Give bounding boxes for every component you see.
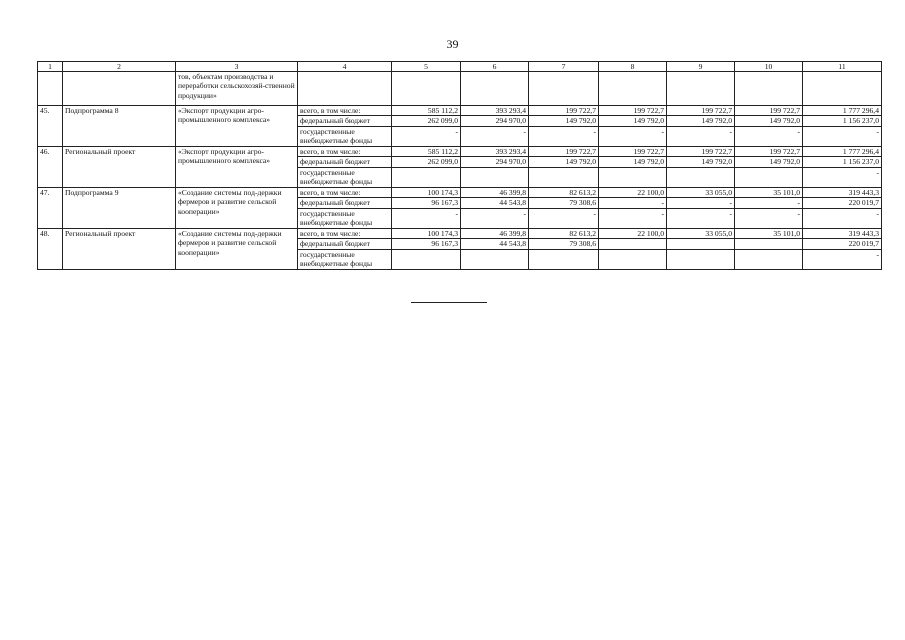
- amount-cell: 199 722,7: [667, 106, 735, 116]
- amount-cell: [392, 167, 461, 187]
- footer-line: [411, 302, 487, 303]
- amount-cell: 585 112,2: [392, 106, 461, 116]
- column-number: 2: [63, 62, 176, 72]
- amount-cell: 1 777 296,4: [803, 106, 882, 116]
- amount-cell: 96 167,3: [392, 198, 461, 208]
- funding-source: федеральный бюджет: [298, 198, 392, 208]
- cell: [461, 72, 529, 106]
- amount-cell: 22 100,0: [599, 187, 667, 197]
- amount-cell: -: [599, 208, 667, 228]
- amount-cell: -: [803, 208, 882, 228]
- amount-cell: 262 099,0: [392, 116, 461, 126]
- amount-cell: -: [735, 126, 803, 146]
- column-number: 3: [176, 62, 298, 72]
- amount-cell: -: [461, 126, 529, 146]
- amount-cell: 44 543,8: [461, 239, 529, 249]
- amount-cell: 220 019,7: [803, 239, 882, 249]
- amount-cell: 220 019,7: [803, 198, 882, 208]
- amount-cell: [735, 239, 803, 249]
- funding-source: федеральный бюджет: [298, 239, 392, 249]
- amount-cell: 149 792,0: [599, 116, 667, 126]
- amount-cell: [667, 239, 735, 249]
- row-number: 48.: [38, 228, 63, 269]
- program-type: Подпрограмма 8: [63, 106, 176, 147]
- column-numbers-row: [38, 62, 882, 72]
- table-row: [38, 106, 882, 116]
- funding-source: государственные внебюджетные фонды: [298, 126, 392, 146]
- column-number: 8: [599, 62, 667, 72]
- amount-cell: [667, 167, 735, 187]
- amount-cell: 199 722,7: [529, 146, 599, 156]
- amount-cell: [667, 249, 735, 269]
- amount-cell: 149 792,0: [735, 116, 803, 126]
- amount-cell: 319 443,3: [803, 187, 882, 197]
- table-row: [38, 146, 882, 156]
- amount-cell: 44 543,8: [461, 198, 529, 208]
- funding-source: государственные внебюджетные фонды: [298, 249, 392, 269]
- row-number: 47.: [38, 187, 63, 228]
- amount-cell: [599, 239, 667, 249]
- budget-table: [37, 61, 882, 270]
- amount-cell: -: [667, 126, 735, 146]
- program-name: «Экспорт продукции агро-промышленного комплекса»: [176, 146, 298, 187]
- amount-cell: -: [461, 208, 529, 228]
- amount-cell: 149 792,0: [667, 116, 735, 126]
- program-name: «Создание системы под-держки фермеров и развитие сельской кооперации»: [176, 187, 298, 228]
- amount-cell: -: [599, 126, 667, 146]
- amount-cell: [735, 249, 803, 269]
- row-number: 46.: [38, 146, 63, 187]
- amount-cell: -: [667, 198, 735, 208]
- amount-cell: 149 792,0: [599, 157, 667, 167]
- funding-source: всего, в том числе:: [298, 106, 392, 116]
- table-body: [38, 62, 882, 270]
- column-number: 6: [461, 62, 529, 72]
- amount-cell: 393 293,4: [461, 146, 529, 156]
- amount-cell: -: [667, 208, 735, 228]
- amount-cell: -: [735, 198, 803, 208]
- program-name: «Экспорт продукции агро-промышленного комплекса»: [176, 106, 298, 147]
- amount-cell: 199 722,7: [599, 106, 667, 116]
- program-type: Подпрограмма 9: [63, 187, 176, 228]
- cell: [803, 72, 882, 106]
- program-type: Региональный проект: [63, 228, 176, 269]
- amount-cell: 35 101,0: [735, 187, 803, 197]
- page-number: 39: [446, 37, 459, 51]
- funding-source: всего, в том числе:: [298, 146, 392, 156]
- column-number: 7: [529, 62, 599, 72]
- amount-cell: 199 722,7: [735, 146, 803, 156]
- amount-cell: 294 970,0: [461, 157, 529, 167]
- amount-cell: 33 055,0: [667, 228, 735, 238]
- amount-cell: 149 792,0: [529, 157, 599, 167]
- cell: [298, 72, 392, 106]
- cell: [529, 72, 599, 106]
- amount-cell: 199 722,7: [599, 146, 667, 156]
- amount-cell: 149 792,0: [529, 116, 599, 126]
- continuation-row: [38, 72, 882, 106]
- amount-cell: [392, 249, 461, 269]
- amount-cell: 22 100,0: [599, 228, 667, 238]
- amount-cell: 79 308,6: [529, 239, 599, 249]
- amount-cell: 294 970,0: [461, 116, 529, 126]
- amount-cell: 199 722,7: [735, 106, 803, 116]
- funding-source: государственные внебюджетные фонды: [298, 208, 392, 228]
- amount-cell: -: [529, 208, 599, 228]
- program-name: «Создание системы под-держки фермеров и развитие сельской кооперации»: [176, 228, 298, 269]
- funding-source: государственные внебюджетные фонды: [298, 167, 392, 187]
- row-number: 45.: [38, 106, 63, 147]
- amount-cell: [599, 249, 667, 269]
- amount-cell: [529, 167, 599, 187]
- amount-cell: -: [529, 126, 599, 146]
- table-row: [38, 187, 882, 197]
- amount-cell: -: [392, 208, 461, 228]
- amount-cell: 100 174,3: [392, 228, 461, 238]
- amount-cell: 1 156 237,0: [803, 157, 882, 167]
- funding-source: федеральный бюджет: [298, 157, 392, 167]
- amount-cell: -: [803, 126, 882, 146]
- amount-cell: 262 099,0: [392, 157, 461, 167]
- funding-source: всего, в том числе:: [298, 187, 392, 197]
- column-number: 5: [392, 62, 461, 72]
- column-number: 11: [803, 62, 882, 72]
- amount-cell: [599, 167, 667, 187]
- column-number: 4: [298, 62, 392, 72]
- column-number: 10: [735, 62, 803, 72]
- amount-cell: 319 443,3: [803, 228, 882, 238]
- amount-cell: -: [735, 208, 803, 228]
- amount-cell: [529, 249, 599, 269]
- amount-cell: 82 613,2: [529, 187, 599, 197]
- amount-cell: 79 308,6: [529, 198, 599, 208]
- amount-cell: 199 722,7: [667, 146, 735, 156]
- amount-cell: -: [392, 126, 461, 146]
- table-row: [38, 228, 882, 238]
- funding-source: всего, в том числе:: [298, 228, 392, 238]
- amount-cell: 149 792,0: [667, 157, 735, 167]
- cell: [599, 72, 667, 106]
- amount-cell: 149 792,0: [735, 157, 803, 167]
- amount-cell: [461, 249, 529, 269]
- amount-cell: 1 777 296,4: [803, 146, 882, 156]
- cell: [63, 72, 176, 106]
- amount-cell: -: [803, 167, 882, 187]
- cell: [38, 72, 63, 106]
- amount-cell: 46 399,8: [461, 187, 529, 197]
- amount-cell: 100 174,3: [392, 187, 461, 197]
- amount-cell: 393 293,4: [461, 106, 529, 116]
- amount-cell: 199 722,7: [529, 106, 599, 116]
- amount-cell: 1 156 237,0: [803, 116, 882, 126]
- column-number: 9: [667, 62, 735, 72]
- cont-description: тов, объектам производства и переработки сельскохозяй-ственной продукции»: [176, 72, 298, 106]
- program-type: Региональный проект: [63, 146, 176, 187]
- amount-cell: 585 112,2: [392, 146, 461, 156]
- column-number: 1: [38, 62, 63, 72]
- cell: [667, 72, 735, 106]
- funding-source: федеральный бюджет: [298, 116, 392, 126]
- amount-cell: [735, 167, 803, 187]
- cell: [735, 72, 803, 106]
- amount-cell: 96 167,3: [392, 239, 461, 249]
- amount-cell: -: [599, 198, 667, 208]
- amount-cell: 46 399,8: [461, 228, 529, 238]
- amount-cell: [461, 167, 529, 187]
- amount-cell: 82 613,2: [529, 228, 599, 238]
- cell: [392, 72, 461, 106]
- amount-cell: 35 101,0: [735, 228, 803, 238]
- amount-cell: 33 055,0: [667, 187, 735, 197]
- amount-cell: -: [803, 249, 882, 269]
